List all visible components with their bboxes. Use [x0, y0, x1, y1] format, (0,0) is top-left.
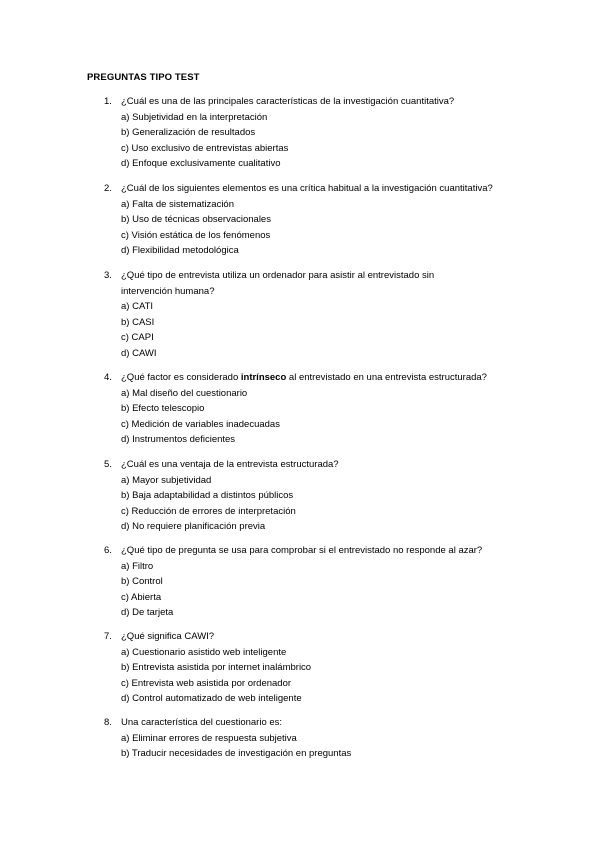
answer-option: b) Generalización de resultados — [121, 127, 256, 139]
question-2 — [104, 181, 544, 259]
question-number: 5. — [104, 459, 112, 470]
answer-option: b) Traducir necesidades de investigación en preguntas — [121, 748, 352, 760]
question-number: 3. — [104, 270, 112, 281]
question-text: ¿Cuál de los siguientes elementos es una crítica habitual a la investigación cuantitativa? — [121, 183, 493, 194]
answer-option: b) Entrevista asistida por internet inalámbrico — [121, 662, 312, 674]
answer-option: c) Medición de variables inadecuadas — [121, 418, 280, 430]
answer-option: c) Reducción de errores de interpretación — [121, 505, 296, 517]
answer-option: c) CAPI — [121, 332, 154, 344]
question-text: ¿Qué significa CAWI? — [121, 631, 215, 642]
question-number: 2. — [104, 183, 112, 194]
answer-option: a) Subjetividad en la interpretación — [121, 111, 268, 123]
answer-option: b) CASI — [121, 316, 155, 328]
question-number: 4. — [104, 372, 112, 383]
answer-option: a) CATI — [121, 301, 154, 313]
answer-option: a) Falta de sistematización — [121, 198, 234, 210]
emphasized-word: intrínseco — [240, 372, 287, 383]
answer-option: a) Cuestionario asistido web inteligente — [121, 646, 287, 658]
question-text: ¿Qué tipo de entrevista utiliza un ordenador para asistir al entrevistado sin intervención humana? — [121, 270, 435, 297]
answer-option: a) Eliminar errores de respuesta subjetiva — [121, 732, 297, 744]
question-1 — [104, 94, 544, 172]
answer-option: b) Baja adaptabilidad a distintos públicos — [121, 490, 294, 502]
answer-option: a) Mayor subjetividad — [121, 474, 212, 486]
question-number: 1. — [104, 96, 112, 107]
answer-option: c) Uso exclusivo de entrevistas abiertas — [121, 142, 289, 154]
question-7 — [104, 629, 544, 707]
answer-option: d) Control automatizado de web inteligente — [121, 693, 302, 705]
question-8 — [104, 715, 544, 762]
question-3 — [104, 268, 544, 362]
answer-option: d) Instrumentos deficientes — [121, 434, 236, 446]
answer-option: b) Control — [121, 576, 163, 588]
question-number: 8. — [104, 717, 112, 728]
page-title: PREGUNTAS TIPO TEST — [87, 72, 200, 83]
question-6 — [104, 543, 544, 621]
question-number: 6. — [104, 545, 112, 556]
answer-option: d) Flexibilidad metodológica — [121, 245, 239, 257]
answer-option: d) No requiere planificación previa — [121, 521, 266, 533]
answer-option: b) Efecto telescopio — [121, 403, 205, 415]
question-4 — [104, 370, 544, 448]
question-text: ¿Qué tipo de pregunta se usa para comprobar si el entrevistado no responde al azar? — [121, 545, 483, 556]
question-text: ¿Qué factor es considerado intrínseco al entrevistado en una entrevista estructurada? — [121, 372, 487, 383]
answer-option: d) CAWI — [121, 347, 157, 359]
answer-option: d) De tarjeta — [121, 607, 174, 619]
question-text: ¿Cuál es una ventaja de la entrevista estructurada? — [121, 459, 339, 470]
answer-option: c) Visión estática de los fenómenos — [121, 229, 271, 241]
question-5 — [104, 457, 544, 535]
question-text: ¿Cuál es una de las principales características de la investigación cuantitativa? — [121, 96, 455, 107]
answer-option: a) Filtro — [121, 560, 154, 572]
answer-option: c) Entrevista web asistida por ordenador — [121, 677, 292, 689]
answer-option: b) Uso de técnicas observacionales — [121, 214, 271, 226]
answer-option: d) Enfoque exclusivamente cualitativo — [121, 158, 281, 170]
question-text: Una característica del cuestionario es: — [121, 717, 283, 728]
answer-option: a) Mal diseño del cuestionario — [121, 387, 248, 399]
question-number: 7. — [104, 631, 112, 642]
answer-option: c) Abierta — [121, 591, 162, 603]
